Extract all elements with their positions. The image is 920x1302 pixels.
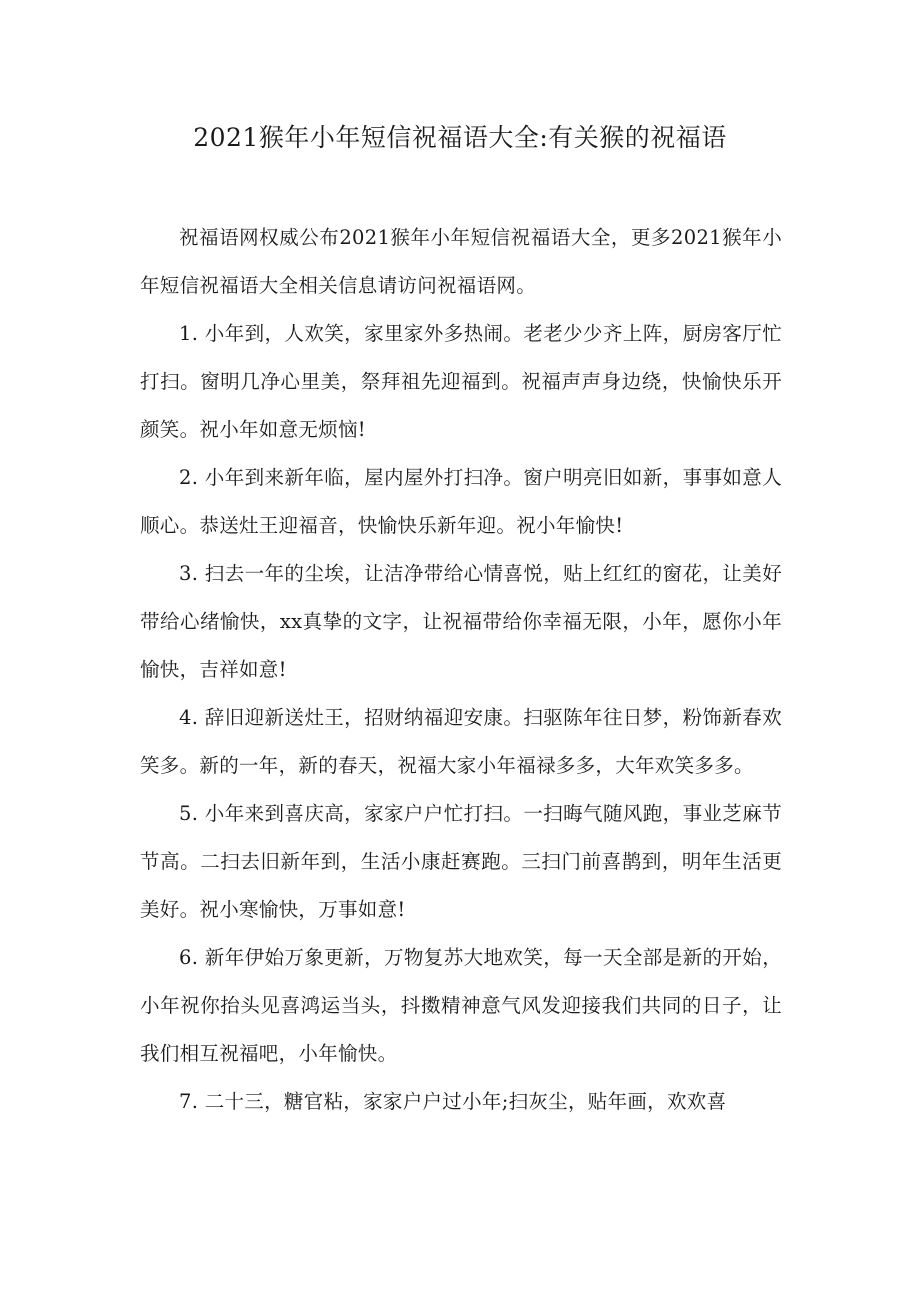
wish-item-6: 6. 新年伊始万象更新，万物复苏大地欢笑，每一天全部是新的开始，小年祝你抬头见喜鸿运当头，抖擞精神意气风发迎接我们共同的日子，让我们相互祝福吧，小年愉快。 (140, 946, 782, 1065)
wish-item-4: 4. 辞旧迎新送灶王，招财纳福迎安康。扫驱陈年往日梦，粉饰新春欢笑多。新的一年，新的春天，祝福大家小年福禄多多，大年欢笑多多。 (140, 706, 782, 777)
intro-paragraph: 祝福语网权威公布2021猴年小年短信祝福语大全，更多2021猴年小年短信祝福语大全相关信息请访问祝福语网。 (140, 226, 782, 297)
page-title: 2021猴年小年短信祝福语大全:有关猴的祝福语 (193, 123, 727, 152)
wish-item-3: 3. 扫去一年的尘埃，让洁净带给心情喜悦，贴上红红的窗花，让美好带给心绪愉快，xx真挚的文字，让祝福带给你幸福无限，小年，愿你小年愉快，吉祥如意! (140, 562, 782, 681)
wish-item-1: 1. 小年到，人欢笑，家里家外多热闹。老老少少齐上阵，厨房客厅忙打扫。窗明几净心里美，祭拜祖先迎福到。祝福声声身边绕，快愉快乐开颜笑。祝小年如意无烦恼! (140, 322, 782, 441)
wish-item-5: 5. 小年来到喜庆高，家家户户忙打扫。一扫晦气随风跑，事业芝麻节节高。二扫去旧新年到，生活小康赶赛跑。三扫门前喜鹊到，明年生活更美好。祝小寒愉快，万事如意! (140, 802, 782, 921)
wish-item-2: 2. 小年到来新年临，屋内屋外打扫净。窗户明亮旧如新，事事如意人顺心。恭送灶王迎福音，快愉快乐新年迎。祝小年愉快! (140, 466, 782, 537)
wish-item-7: 7. 二十三，糖官粘，家家户户过小年;扫灰尘，贴年画，欢欢喜 (179, 1090, 727, 1113)
document-body (140, 214, 782, 1126)
